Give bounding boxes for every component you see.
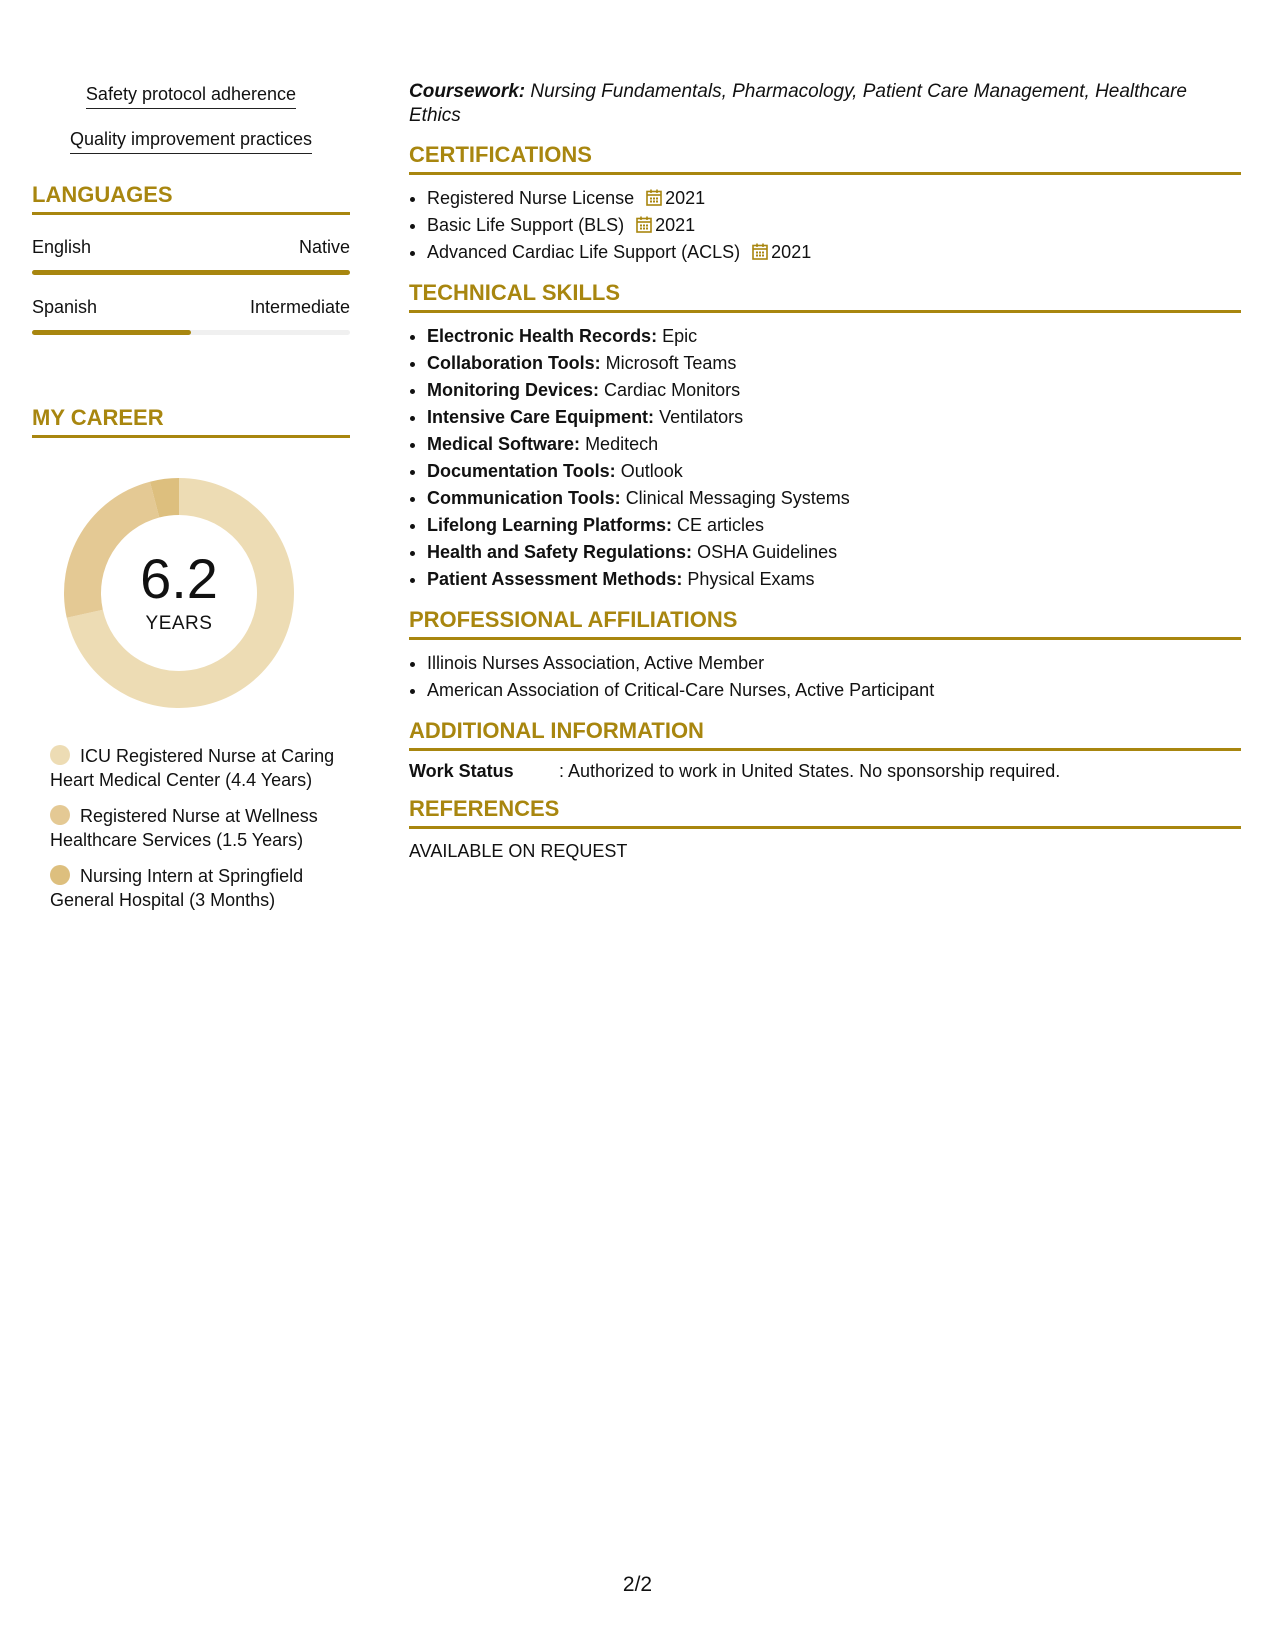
technical-skills-heading: TECHNICAL SKILLS: [409, 280, 1241, 313]
language-name: Spanish: [32, 297, 98, 317]
language-proficiency-bar: [32, 270, 350, 275]
work-status-value: : Authorized to work in United States. No sponsorship required.: [559, 761, 1061, 781]
legend-dot-icon: [50, 745, 70, 765]
career-donut-chart: [64, 478, 294, 708]
coursework: [409, 80, 1241, 128]
career-legend-item: ICU Registered Nurse at Caring Heart Medical Center (4.4 Years): [50, 746, 335, 790]
work-status-row: [409, 761, 1241, 782]
technical-skills-list: [427, 323, 1241, 593]
certification-item: • Registered Nurse License 2021: [427, 185, 1241, 212]
affiliations-list: [427, 650, 1241, 704]
technical-skill-item: • Documentation Tools: Outlook: [427, 458, 1241, 485]
page-number: 2/2: [622, 1573, 653, 1596]
affiliation-item: • American Association of Critical-Care Nurses, Active Participant: [427, 677, 1241, 704]
coursework-label: Coursework:: [409, 81, 526, 102]
career-legend: [50, 744, 340, 912]
references-heading: REFERENCES: [409, 796, 1241, 829]
affiliation-item: • Illinois Nurses Association, Active Member: [427, 650, 1241, 677]
technical-skill-item: • Medical Software: Meditech: [427, 431, 1241, 458]
technical-skill-item: • Intensive Care Equipment: Ventilators: [427, 404, 1241, 431]
calendar-icon: [636, 216, 652, 233]
skill-item: Quality improvement practices: [32, 129, 350, 154]
right-column: [409, 80, 1241, 862]
technical-skill-item: • Monitoring Devices: Cardiac Monitors: [427, 377, 1241, 404]
language-proficiency-bar: [32, 330, 350, 335]
certification-item: • Basic Life Support (BLS) 2021: [427, 212, 1241, 239]
references-text: AVAILABLE ON REQUEST: [409, 841, 628, 861]
additional-info-heading: ADDITIONAL INFORMATION: [409, 718, 1241, 751]
technical-skill-item: • Lifelong Learning Platforms: CE articles: [427, 512, 1241, 539]
career-legend-item: Nursing Intern at Springfield General Hospital (3 Months): [50, 866, 304, 910]
language-item-english: [32, 237, 350, 275]
language-name: English: [32, 237, 92, 257]
languages-heading: LANGUAGES: [32, 182, 350, 215]
certification-item: • Advanced Cardiac Life Support (ACLS) 2021: [427, 239, 1241, 266]
career-heading: MY CAREER: [32, 405, 350, 438]
certifications-list: [427, 185, 1241, 266]
legend-dot-icon: [50, 865, 70, 885]
technical-skill-item: • Communication Tools: Clinical Messaging Systems: [427, 485, 1241, 512]
career-total-unit: YEARS: [145, 613, 213, 634]
legend-dot-icon: [50, 805, 70, 825]
technical-skill-item: • Patient Assessment Methods: Physical Exams: [427, 566, 1241, 593]
technical-skill-item: • Electronic Health Records: Epic: [427, 323, 1241, 350]
left-column: [32, 84, 350, 924]
affiliations-heading: PROFESSIONAL AFFILIATIONS: [409, 607, 1241, 640]
work-status-label: Work Status: [409, 761, 514, 781]
language-level: Native: [298, 237, 350, 257]
technical-skill-item: • Collaboration Tools: Microsoft Teams: [427, 350, 1241, 377]
coursework-text: Nursing Fundamentals, Pharmacology, Patient Care Management, Healthcare Ethics: [409, 81, 1187, 126]
technical-skill-item: • Health and Safety Regulations: OSHA Guidelines: [427, 539, 1241, 566]
language-item-spanish: [32, 297, 350, 335]
calendar-icon: [752, 243, 768, 260]
language-level: Intermediate: [249, 297, 350, 317]
calendar-icon: [646, 189, 662, 206]
career-legend-item: Registered Nurse at Wellness Healthcare Services (1.5 Years): [50, 806, 318, 850]
certifications-heading: CERTIFICATIONS: [409, 142, 1241, 175]
career-total-years: 6.2: [140, 547, 218, 610]
skills-list: [32, 84, 350, 154]
skill-item: Safety protocol adherence: [32, 84, 350, 109]
